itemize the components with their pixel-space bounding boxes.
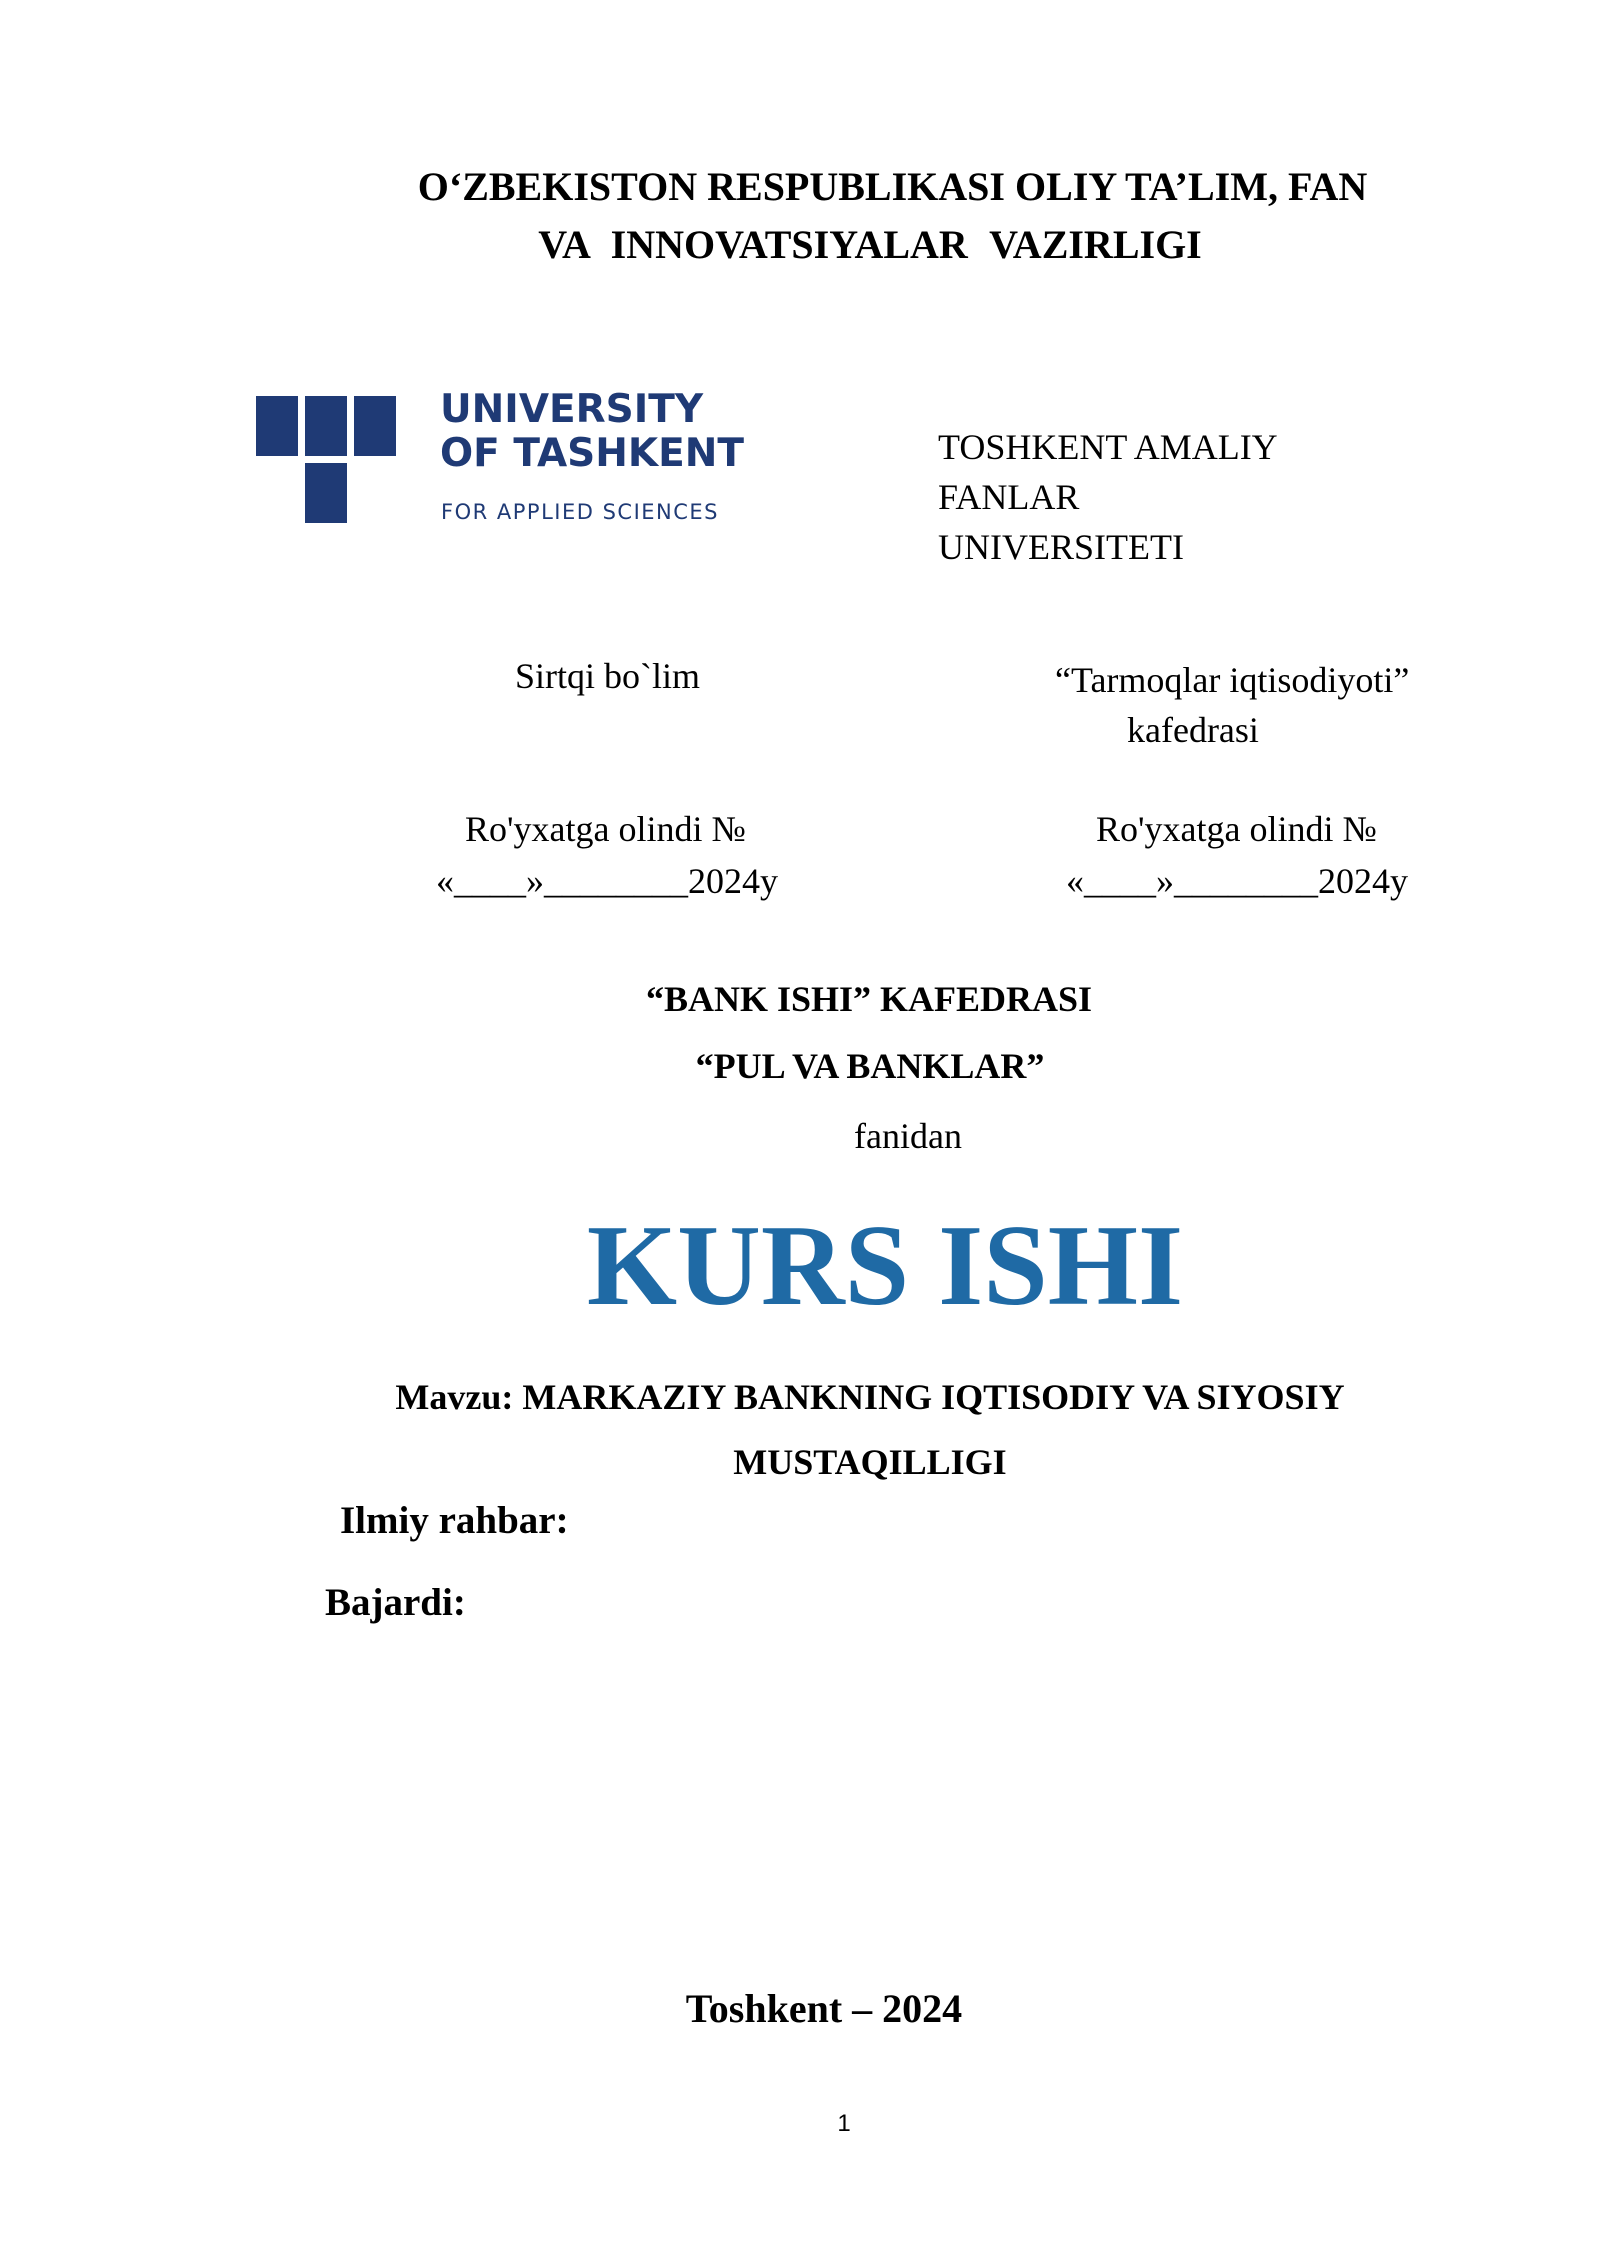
ministry-heading bbox=[0, 158, 1600, 274]
performed-by-label: Bajardi: bbox=[325, 1581, 466, 1624]
registration-right-label: Ro'yxatga olindi № bbox=[1096, 809, 1377, 849]
ministry-line-2: VA INNOVATSIYALAR VAZIRLIGI bbox=[538, 222, 1202, 267]
course-department: “BANK ISHI” KAFEDRASI bbox=[645, 979, 1093, 1019]
registration-left-date: «____»________2024y bbox=[436, 861, 778, 901]
division-label: Sirtqi bo`lim bbox=[515, 656, 701, 696]
registration-right-date: «____»________2024y bbox=[1066, 861, 1408, 901]
university-name bbox=[938, 422, 1278, 572]
course-topic-line-1: Mavzu: MARKAZIY BANKNING IQTISODIY VA SIYOSIY bbox=[395, 1377, 1345, 1417]
registration-left-label: Ro'yxatga olindi № bbox=[465, 809, 746, 849]
supervisor-label: Ilmiy rahbar: bbox=[340, 1499, 569, 1542]
logo-text-of-tashkent: OF TASHKENT bbox=[440, 431, 744, 476]
logo-text-applied-sciences: FOR APPLIED SCIENCES bbox=[441, 500, 720, 524]
university-name-line-3: UNIVERSITETI bbox=[938, 527, 1184, 567]
chair-label-line-1: “Tarmoqlar iqtisodiyoti” bbox=[1055, 660, 1410, 700]
chair-label-line-2: kafedrasi bbox=[1127, 710, 1259, 750]
document-title: KURS ISHI bbox=[586, 1202, 1184, 1330]
course-subject: “PUL VA BANKLAR” bbox=[695, 1046, 1045, 1086]
city-year: Toshkent – 2024 bbox=[685, 1986, 963, 2031]
ministry-line-1: O‘ZBEKISTON RESPUBLIKASI OLIY TA’LIM, FAN bbox=[417, 164, 1368, 209]
course-topic-line-2: MUSTAQILLIGI bbox=[733, 1442, 1007, 1482]
university-name-line-2: FANLAR bbox=[938, 477, 1080, 517]
course-subject-suffix: fanidan bbox=[854, 1116, 962, 1156]
course-topic bbox=[0, 1365, 1600, 1495]
university-name-line-1: TOSHKENT AMALIY bbox=[938, 427, 1278, 467]
logo-text-university: UNIVERSITY bbox=[440, 387, 704, 432]
chair-label bbox=[1055, 655, 1409, 755]
page-number: 1 bbox=[837, 2110, 851, 2137]
